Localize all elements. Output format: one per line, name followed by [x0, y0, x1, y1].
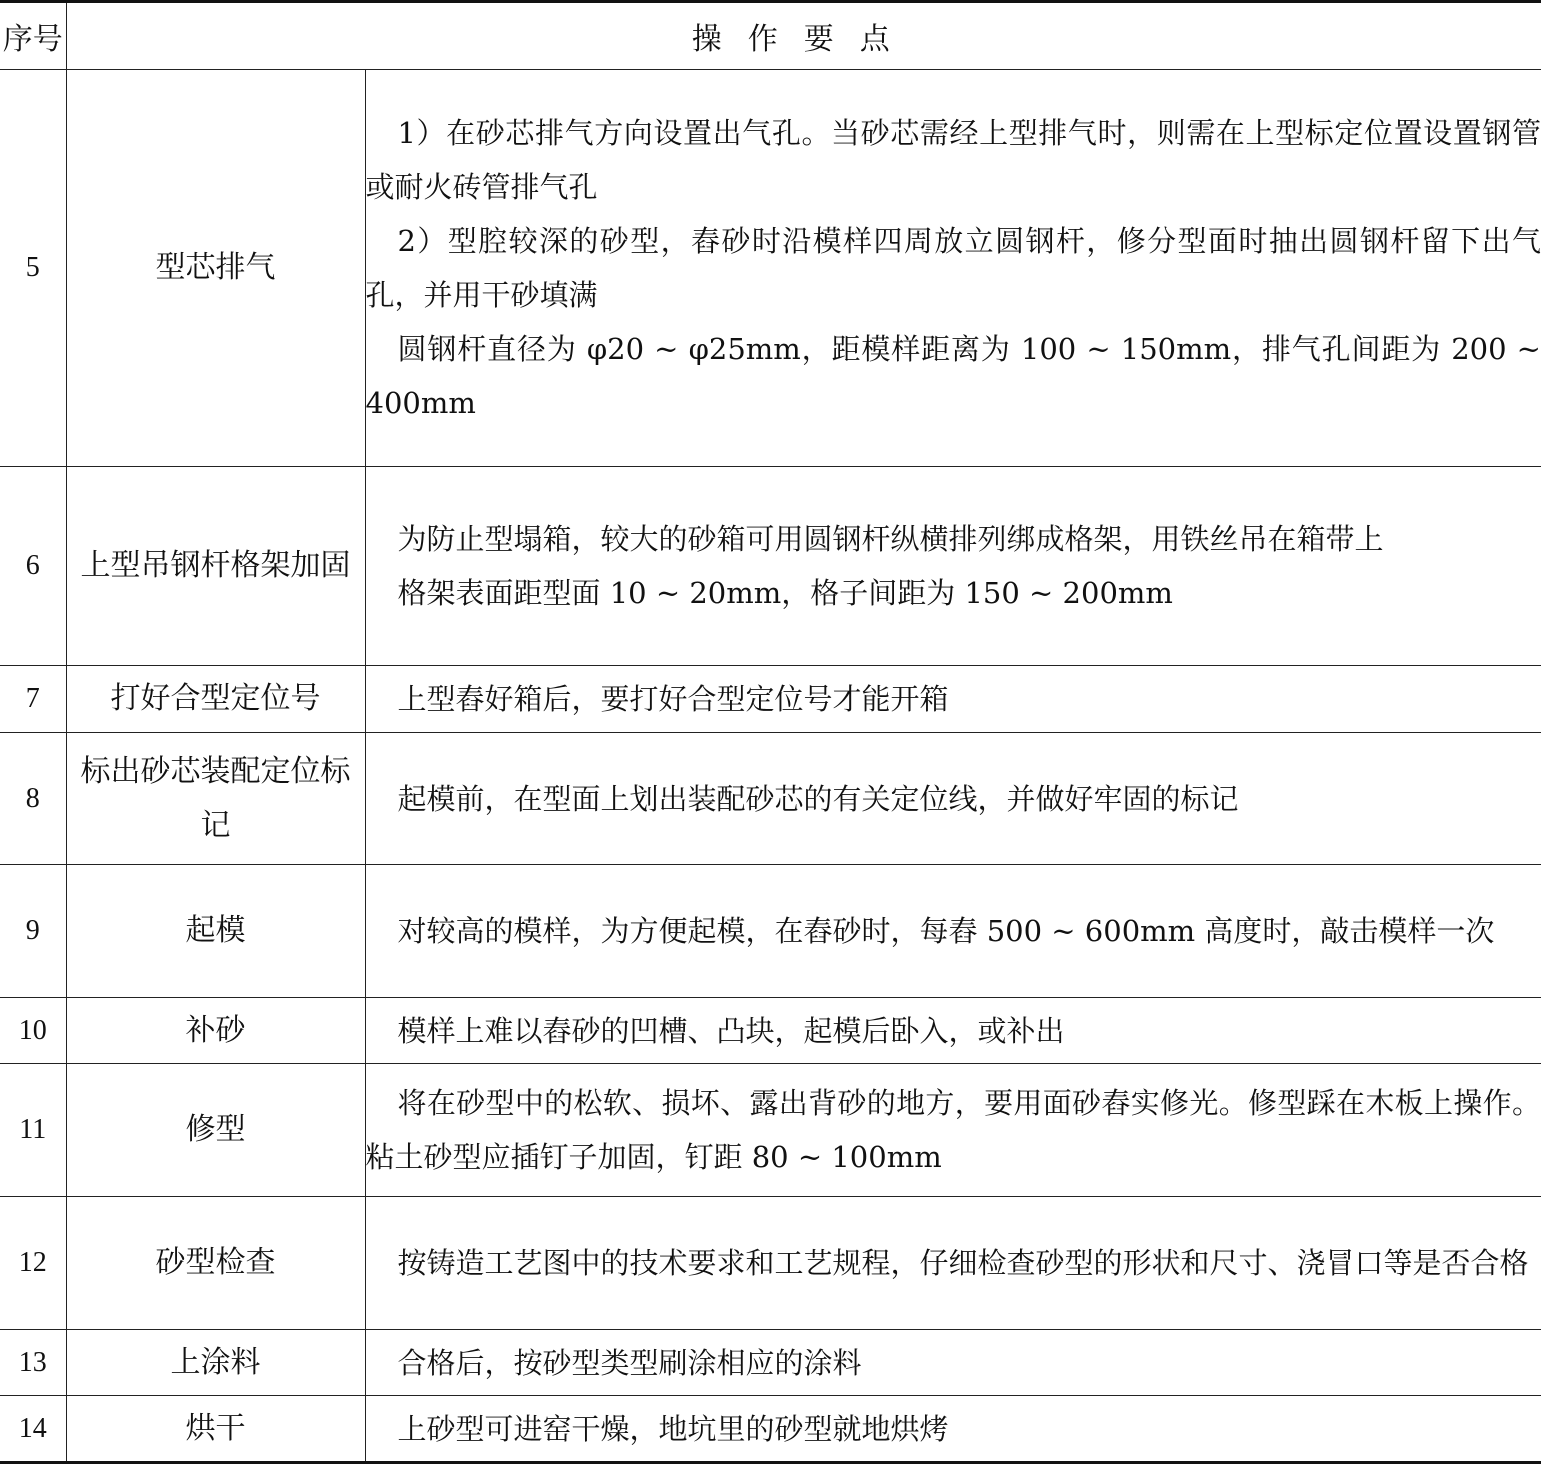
description-paragraph: 将在砂型中的松软、损坏、露出背砂的地方，要用面砂舂实修光。修型踩在木板上操作。粘土砂型应插钉子加固，钉距 80 ~ 100mm	[366, 1076, 1541, 1184]
table-row	[0, 467, 1541, 666]
row-description	[365, 1197, 1541, 1330]
row-number: 9	[0, 865, 66, 998]
table-row	[0, 1197, 1541, 1330]
table-row	[0, 666, 1541, 733]
row-description	[365, 70, 1541, 467]
row-number: 11	[0, 1064, 66, 1197]
table-row	[0, 865, 1541, 998]
description-paragraph: 模样上难以舂砂的凹槽、凸块，起模后卧入，或补出	[366, 1004, 1541, 1058]
description-paragraph: 1）在砂芯排气方向设置出气孔。当砂芯需经上型排气时，则需在上型标定位置设置钢管或耐火砖管排气孔	[366, 106, 1541, 214]
description-paragraph: 为防止型塌箱，较大的砂箱可用圆钢杆纵横排列绑成格架，用铁丝吊在箱带上	[366, 512, 1541, 566]
row-item: 上涂料	[66, 1330, 365, 1396]
description-paragraph: 2）型腔较深的砂型，舂砂时沿模样四周放立圆钢杆，修分型面时抽出圆钢杆留下出气孔，并用干砂填满	[366, 214, 1541, 322]
row-description	[365, 467, 1541, 666]
row-description	[365, 865, 1541, 998]
description-paragraph: 格架表面距型面 10 ~ 20mm，格子间距为 150 ~ 200mm	[366, 566, 1541, 620]
header-serial-number: 序号	[0, 2, 66, 70]
row-description	[365, 998, 1541, 1064]
description-paragraph: 圆钢杆直径为 φ20 ~ φ25mm，距模样距离为 100 ~ 150mm，排气孔间距为 200 ~ 400mm	[366, 322, 1541, 430]
row-number: 8	[0, 733, 66, 865]
row-description	[365, 1330, 1541, 1396]
row-number: 14	[0, 1396, 66, 1463]
description-paragraph: 上型舂好箱后，要打好合型定位号才能开箱	[366, 672, 1541, 726]
row-number: 12	[0, 1197, 66, 1330]
row-description	[365, 733, 1541, 865]
header-operation-points: 操作要点	[66, 2, 1541, 70]
description-paragraph: 对较高的模样，为方便起模，在舂砂时，每舂 500 ~ 600mm 高度时，敲击模样一次	[366, 904, 1541, 958]
row-description	[365, 666, 1541, 733]
row-item: 型芯排气	[66, 70, 365, 467]
table-row	[0, 998, 1541, 1064]
row-number: 7	[0, 666, 66, 733]
row-item: 起模	[66, 865, 365, 998]
row-item: 补砂	[66, 998, 365, 1064]
row-number: 6	[0, 467, 66, 666]
row-description	[365, 1396, 1541, 1463]
row-item: 烘干	[66, 1396, 365, 1463]
row-item: 砂型检查	[66, 1197, 365, 1330]
table-row	[0, 70, 1541, 467]
table-row	[0, 1396, 1541, 1463]
description-paragraph: 起模前，在型面上划出装配砂芯的有关定位线，并做好牢固的标记	[366, 772, 1541, 826]
description-paragraph: 合格后，按砂型类型刷涂相应的涂料	[366, 1336, 1541, 1390]
row-description	[365, 1064, 1541, 1197]
table-row	[0, 1330, 1541, 1396]
row-item: 上型吊钢杆格架加固	[66, 467, 365, 666]
row-item: 打好合型定位号	[66, 666, 365, 733]
description-paragraph: 上砂型可进窑干燥，地坑里的砂型就地烘烤	[366, 1402, 1541, 1456]
row-item: 修型	[66, 1064, 365, 1197]
row-number: 5	[0, 70, 66, 467]
row-number: 13	[0, 1330, 66, 1396]
row-item: 标出砂芯装配定位标记	[66, 733, 365, 865]
table-row	[0, 733, 1541, 865]
table-row	[0, 1064, 1541, 1197]
header-row	[0, 2, 1541, 70]
row-number: 10	[0, 998, 66, 1064]
description-paragraph: 按铸造工艺图中的技术要求和工艺规程，仔细检查砂型的形状和尺寸、浇冒口等是否合格	[366, 1236, 1541, 1290]
